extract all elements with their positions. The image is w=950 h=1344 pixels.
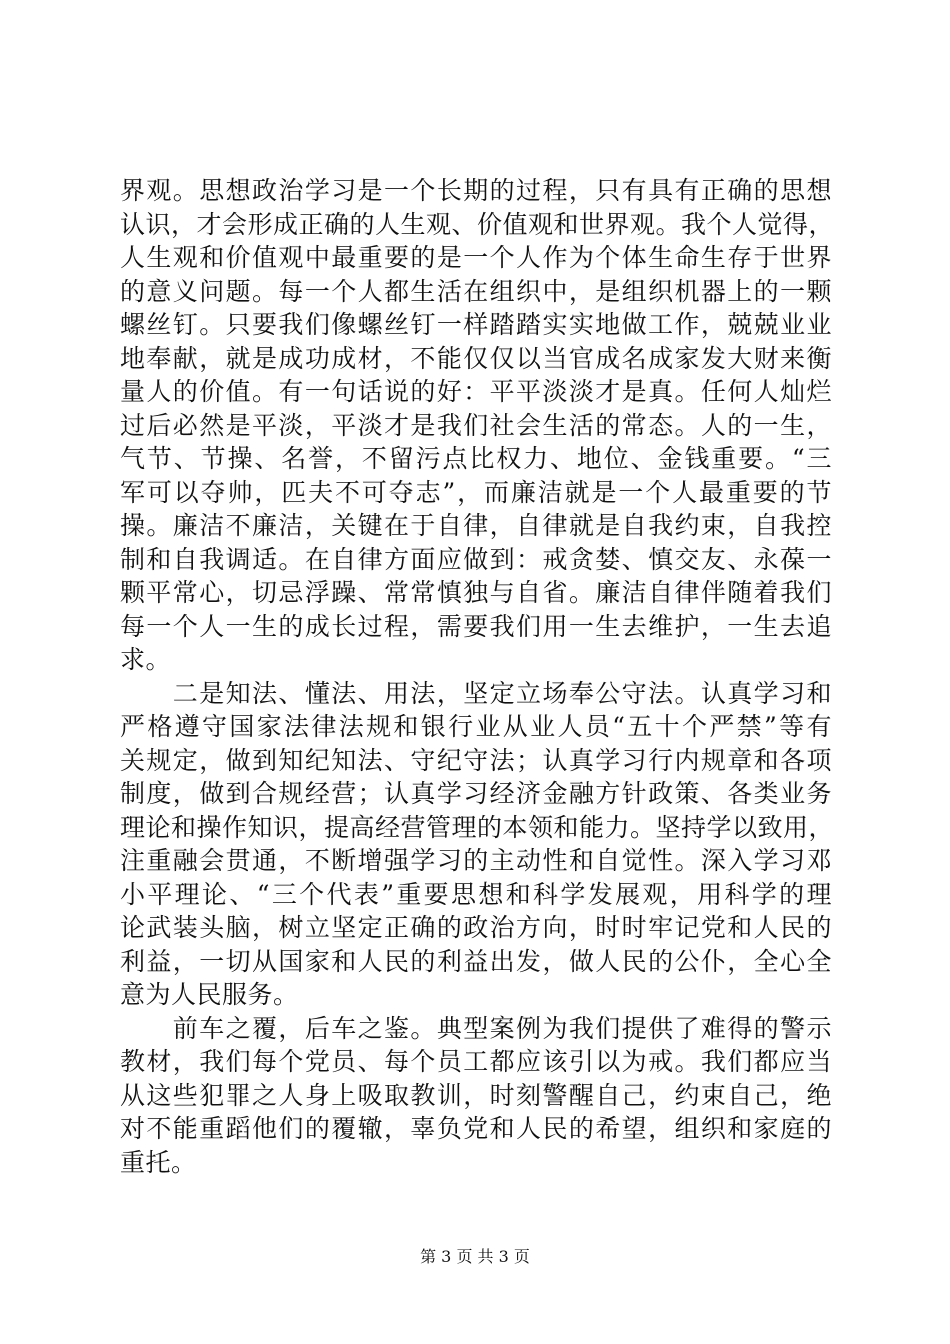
page-footer: 第 3 页 共 3 页	[420, 1247, 530, 1266]
text-line: 重托。	[120, 1147, 197, 1177]
text-line: 人生观和价值观中最重要的是一个人作为个体生命生存于世界	[120, 243, 832, 272]
text-line: 制度，做到合规经营；认真学习经济金融方针政策、各类业务	[120, 779, 832, 808]
text-line: 严格遵守国家法律法规和银行业从业人员“五十个严禁”等有	[120, 712, 832, 741]
text-line: 注重融会贯通，不断增强学习的主动性和自觉性。深入学习邓	[120, 846, 832, 875]
text-line: 认识，才会形成正确的人生观、价值观和世界观。我个人觉得，	[120, 209, 835, 239]
body-text	[120, 174, 835, 1179]
text-line: 利益，一切从国家和人民的利益出发，做人民的公仆，全心全	[120, 946, 832, 976]
text-line: 小平理论、“三个代表”重要思想和科学发展观，用科学的理	[120, 879, 832, 909]
text-line: 军可以夺帅，匹夫不可夺志”，而廉洁就是一个人最重要的节	[120, 477, 832, 507]
text-line: 操。廉洁不廉洁，关键在于自律，自律就是自我约束，自我控	[120, 511, 832, 540]
text-line: 对不能重蹈他们的覆辙，辜负党和人民的希望，组织和家庭的	[120, 1114, 832, 1143]
text-line: 前车之覆，后车之鉴。典型案例为我们提供了难得的警示	[120, 1013, 832, 1043]
text-line: 制和自我调适。在自律方面应做到：戒贪婪、慎交友、永葆一	[120, 544, 832, 574]
text-line: 意为人民服务。	[120, 980, 299, 1009]
text-line: 螺丝钉。只要我们像螺丝钉一样踏踏实实地做工作，兢兢业业	[120, 310, 832, 339]
text-line: 过后必然是平淡，平淡才是我们社会生活的常态。人的一生，	[120, 410, 832, 440]
text-line: 关规定，做到知纪知法、守纪守法；认真学习行内规章和各项	[120, 745, 832, 775]
text-line: 量人的价值。有一句话说的好：平平淡淡才是真。任何人灿烂	[120, 377, 832, 406]
text-line: 的意义问题。每一个人都生活在组织中，是组织机器上的一颗	[120, 276, 832, 306]
text-line: 论武装头脑，树立坚定正确的政治方向，时时牢记党和人民的	[120, 913, 832, 942]
text-line: 每一个人一生的成长过程，需要我们用一生去维护，一生去追	[120, 611, 832, 641]
text-line: 求。	[120, 645, 172, 674]
text-line: 颗平常心，切忌浮躁、常常慎独与自省。廉洁自律伴随着我们	[120, 578, 832, 607]
text-line: 界观。思想政治学习是一个长期的过程，只有具有正确的思想	[120, 176, 832, 205]
text-line: 二是知法、懂法、用法，坚定立场奉公守法。认真学习和	[120, 678, 832, 708]
text-line: 从这些犯罪之人身上吸取教训，时刻警醒自己，约束自己，绝	[120, 1080, 832, 1110]
text-line: 理论和操作知识，提高经营管理的本领和能力。坚持学以致用，	[120, 812, 835, 842]
text-line: 教材，我们每个党员、每个员工都应该引以为戒。我们都应当	[120, 1047, 832, 1076]
text-line: 地奉献，就是成功成材，不能仅仅以当官成名成家发大财来衡	[120, 343, 832, 373]
text-line: 气节、节操、名誉，不留污点比权力、地位、金钱重要。“三	[120, 444, 832, 473]
